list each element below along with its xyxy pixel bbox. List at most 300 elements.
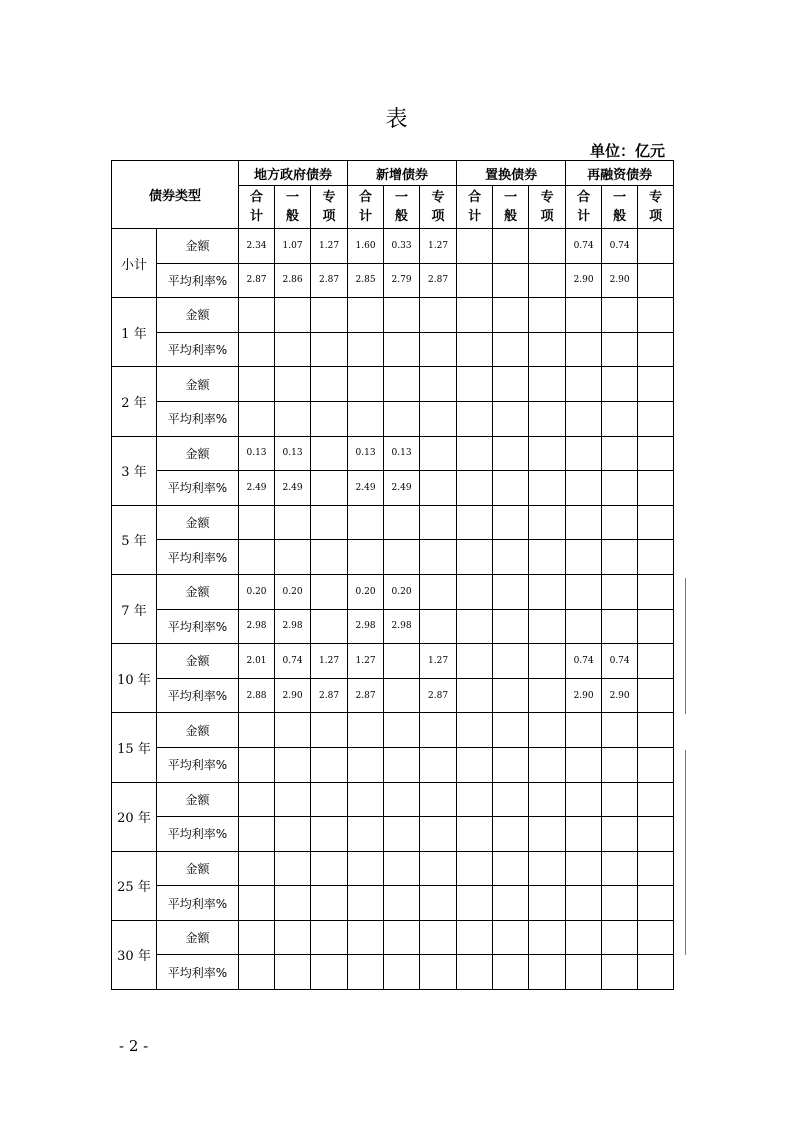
value-cell — [638, 574, 674, 609]
amount-label: 金额 — [157, 920, 239, 955]
value-cell — [420, 886, 457, 921]
value-cell — [493, 263, 529, 298]
value-cell — [311, 886, 348, 921]
value-cell — [457, 332, 493, 367]
value-cell: 2.49 — [348, 471, 384, 506]
value-cell — [529, 851, 566, 886]
rate-label: 平均利率% — [157, 817, 239, 852]
value-cell — [384, 713, 420, 748]
value-cell — [638, 298, 674, 333]
value-cell: 2.90 — [566, 263, 602, 298]
value-cell — [311, 920, 348, 955]
duration-label: 10 年 — [112, 644, 157, 713]
group-header-row — [112, 161, 674, 186]
amount-label: 金额 — [157, 367, 239, 402]
unit-label: 单位：亿元 — [589, 142, 665, 160]
value-cell — [529, 436, 566, 471]
page-title: 表 — [385, 107, 408, 132]
value-cell — [239, 851, 275, 886]
value-cell — [493, 851, 529, 886]
value-cell — [493, 436, 529, 471]
value-cell — [529, 644, 566, 679]
table-row — [112, 401, 674, 436]
group-header-local-gov: 地方政府债券 — [239, 161, 348, 186]
sub-header-cell: 一般 — [602, 186, 638, 229]
value-cell: 0.13 — [384, 436, 420, 471]
value-cell: 0.20 — [239, 574, 275, 609]
value-cell — [275, 782, 311, 817]
value-cell — [239, 955, 275, 990]
table-row — [112, 263, 674, 298]
value-cell — [638, 609, 674, 644]
value-cell — [566, 367, 602, 402]
value-cell — [602, 782, 638, 817]
value-cell — [239, 920, 275, 955]
value-cell — [275, 298, 311, 333]
value-cell — [493, 747, 529, 782]
sub-header-cell: 合计 — [239, 186, 275, 229]
value-cell — [420, 505, 457, 540]
value-cell: 1.27 — [311, 644, 348, 679]
duration-label: 1 年 — [112, 298, 157, 367]
rate-label: 平均利率% — [157, 471, 239, 506]
table-row — [112, 713, 674, 748]
value-cell — [602, 505, 638, 540]
value-cell — [457, 713, 493, 748]
value-cell — [602, 367, 638, 402]
value-cell — [566, 747, 602, 782]
table-row — [112, 367, 674, 402]
value-cell — [529, 782, 566, 817]
value-cell: 2.34 — [239, 229, 275, 264]
rate-label: 平均利率% — [157, 955, 239, 990]
amount-label: 金额 — [157, 436, 239, 471]
value-cell — [311, 609, 348, 644]
value-cell: 2.90 — [566, 678, 602, 713]
duration-label: 30 年 — [112, 920, 157, 989]
value-cell — [384, 747, 420, 782]
value-cell — [529, 471, 566, 506]
value-cell — [529, 540, 566, 575]
value-cell: 2.98 — [384, 609, 420, 644]
page-number: - 2 - — [119, 1037, 149, 1055]
value-cell — [275, 817, 311, 852]
value-cell — [311, 713, 348, 748]
value-cell: 2.87 — [420, 263, 457, 298]
value-cell — [384, 644, 420, 679]
value-cell — [420, 574, 457, 609]
value-cell — [529, 332, 566, 367]
value-cell — [638, 471, 674, 506]
value-cell — [457, 920, 493, 955]
value-cell — [384, 955, 420, 990]
value-cell — [457, 540, 493, 575]
value-cell — [348, 782, 384, 817]
value-cell: 1.27 — [420, 644, 457, 679]
value-cell — [384, 540, 420, 575]
value-cell — [239, 747, 275, 782]
value-cell — [529, 747, 566, 782]
value-cell: 2.98 — [348, 609, 384, 644]
value-cell: 0.20 — [275, 574, 311, 609]
group-header-replacement: 置换债券 — [457, 161, 566, 186]
value-cell — [311, 471, 348, 506]
sub-header-cell: 合计 — [348, 186, 384, 229]
table-row — [112, 471, 674, 506]
value-cell — [457, 436, 493, 471]
value-cell — [457, 817, 493, 852]
value-cell — [638, 644, 674, 679]
value-cell — [275, 367, 311, 402]
value-cell — [493, 886, 529, 921]
value-cell — [311, 782, 348, 817]
value-cell — [602, 332, 638, 367]
value-cell — [493, 401, 529, 436]
value-cell — [311, 436, 348, 471]
value-cell — [348, 401, 384, 436]
value-cell — [348, 886, 384, 921]
duration-label: 7 年 — [112, 574, 157, 643]
amount-label: 金额 — [157, 229, 239, 264]
value-cell — [420, 955, 457, 990]
value-cell — [384, 886, 420, 921]
value-cell — [566, 505, 602, 540]
value-cell — [566, 298, 602, 333]
value-cell: 0.33 — [384, 229, 420, 264]
value-cell: 1.27 — [420, 229, 457, 264]
value-cell — [493, 540, 529, 575]
value-cell — [566, 782, 602, 817]
value-cell — [311, 332, 348, 367]
value-cell — [239, 505, 275, 540]
value-cell — [384, 505, 420, 540]
value-cell — [566, 609, 602, 644]
value-cell — [239, 298, 275, 333]
value-cell — [384, 817, 420, 852]
value-cell: 2.90 — [275, 678, 311, 713]
value-cell — [348, 955, 384, 990]
value-cell — [602, 609, 638, 644]
value-cell — [239, 782, 275, 817]
value-cell — [529, 367, 566, 402]
rate-label: 平均利率% — [157, 747, 239, 782]
value-cell — [275, 540, 311, 575]
amount-label: 金额 — [157, 851, 239, 886]
sub-header-cell: 一般 — [493, 186, 529, 229]
value-cell — [348, 332, 384, 367]
value-cell: 2.01 — [239, 644, 275, 679]
value-cell — [348, 817, 384, 852]
value-cell — [493, 471, 529, 506]
duration-label: 3 年 — [112, 436, 157, 505]
value-cell — [602, 920, 638, 955]
value-cell — [384, 782, 420, 817]
value-cell — [275, 747, 311, 782]
value-cell — [239, 713, 275, 748]
value-cell — [384, 332, 420, 367]
value-cell — [638, 436, 674, 471]
table-row — [112, 851, 674, 886]
value-cell — [638, 367, 674, 402]
value-cell — [638, 782, 674, 817]
value-cell: 1.27 — [311, 229, 348, 264]
amount-label: 金额 — [157, 505, 239, 540]
value-cell — [348, 920, 384, 955]
value-cell: 2.49 — [384, 471, 420, 506]
value-cell — [529, 955, 566, 990]
value-cell — [239, 332, 275, 367]
value-cell — [457, 851, 493, 886]
amount-label: 金额 — [157, 298, 239, 333]
value-cell: 0.74 — [566, 644, 602, 679]
rate-label: 平均利率% — [157, 332, 239, 367]
value-cell — [384, 401, 420, 436]
value-cell: 0.74 — [566, 229, 602, 264]
value-cell — [348, 367, 384, 402]
value-cell: 0.74 — [602, 644, 638, 679]
value-cell — [457, 644, 493, 679]
value-cell — [602, 851, 638, 886]
margin-line — [685, 750, 686, 955]
value-cell — [602, 540, 638, 575]
table-row — [112, 920, 674, 955]
value-cell — [384, 298, 420, 333]
value-cell — [529, 920, 566, 955]
value-cell — [275, 851, 311, 886]
value-cell — [420, 471, 457, 506]
value-cell — [420, 920, 457, 955]
value-cell: 0.20 — [348, 574, 384, 609]
value-cell — [275, 920, 311, 955]
table-row — [112, 332, 674, 367]
table-row — [112, 886, 674, 921]
value-cell: 2.87 — [311, 263, 348, 298]
value-cell — [602, 574, 638, 609]
value-cell — [493, 574, 529, 609]
value-cell — [311, 817, 348, 852]
value-cell — [529, 263, 566, 298]
rate-label: 平均利率% — [157, 886, 239, 921]
group-header-refinancing: 再融资债券 — [566, 161, 674, 186]
value-cell — [602, 955, 638, 990]
value-cell — [493, 367, 529, 402]
value-cell: 0.13 — [275, 436, 311, 471]
value-cell — [638, 263, 674, 298]
value-cell — [638, 817, 674, 852]
value-cell — [239, 540, 275, 575]
value-cell — [275, 713, 311, 748]
duration-label: 2 年 — [112, 367, 157, 436]
value-cell — [602, 436, 638, 471]
value-cell — [529, 817, 566, 852]
value-cell — [311, 747, 348, 782]
value-cell — [566, 471, 602, 506]
value-cell — [566, 332, 602, 367]
table-row — [112, 505, 674, 540]
group-header-new: 新增债券 — [348, 161, 457, 186]
value-cell: 2.90 — [602, 678, 638, 713]
table-row — [112, 229, 674, 264]
value-cell — [602, 471, 638, 506]
value-cell — [275, 401, 311, 436]
value-cell — [638, 540, 674, 575]
value-cell — [529, 505, 566, 540]
value-cell — [275, 886, 311, 921]
value-cell — [420, 436, 457, 471]
value-cell — [457, 782, 493, 817]
value-cell — [457, 471, 493, 506]
value-cell — [493, 609, 529, 644]
sub-header-cell: 专项 — [638, 186, 674, 229]
value-cell — [311, 955, 348, 990]
value-cell — [420, 298, 457, 333]
value-cell — [420, 782, 457, 817]
value-cell — [420, 817, 457, 852]
value-cell — [493, 678, 529, 713]
table-row — [112, 782, 674, 817]
value-cell — [529, 609, 566, 644]
value-cell: 0.74 — [275, 644, 311, 679]
bond-issuance-table — [111, 160, 674, 990]
value-cell — [311, 505, 348, 540]
value-cell — [348, 505, 384, 540]
value-cell — [275, 505, 311, 540]
value-cell — [420, 367, 457, 402]
value-cell — [420, 332, 457, 367]
row-header-cell: 债券类型 — [112, 161, 239, 229]
value-cell — [602, 401, 638, 436]
sub-header-cell: 合计 — [566, 186, 602, 229]
value-cell — [566, 955, 602, 990]
value-cell — [638, 886, 674, 921]
amount-label: 金额 — [157, 574, 239, 609]
duration-label: 小计 — [112, 229, 157, 298]
value-cell — [457, 263, 493, 298]
amount-label: 金额 — [157, 713, 239, 748]
value-cell — [529, 298, 566, 333]
value-cell: 2.85 — [348, 263, 384, 298]
value-cell: 2.49 — [239, 471, 275, 506]
rate-label: 平均利率% — [157, 678, 239, 713]
value-cell — [384, 920, 420, 955]
value-cell — [420, 540, 457, 575]
value-cell — [638, 955, 674, 990]
value-cell — [311, 401, 348, 436]
value-cell — [493, 644, 529, 679]
value-cell — [311, 574, 348, 609]
value-cell — [493, 817, 529, 852]
value-cell — [457, 505, 493, 540]
value-cell — [348, 713, 384, 748]
value-cell — [384, 678, 420, 713]
value-cell: 0.20 — [384, 574, 420, 609]
value-cell — [457, 298, 493, 333]
value-cell — [311, 540, 348, 575]
value-cell: 2.79 — [384, 263, 420, 298]
value-cell — [529, 678, 566, 713]
value-cell — [566, 574, 602, 609]
value-cell: 2.90 — [602, 263, 638, 298]
value-cell — [348, 747, 384, 782]
value-cell — [457, 747, 493, 782]
value-cell — [638, 713, 674, 748]
value-cell — [239, 367, 275, 402]
sub-header-cell: 一般 — [275, 186, 311, 229]
value-cell: 2.87 — [348, 678, 384, 713]
value-cell — [420, 609, 457, 644]
rate-label: 平均利率% — [157, 401, 239, 436]
value-cell — [638, 332, 674, 367]
table-row — [112, 678, 674, 713]
table-row — [112, 817, 674, 852]
value-cell — [420, 713, 457, 748]
value-cell: 0.13 — [348, 436, 384, 471]
value-cell — [384, 851, 420, 886]
amount-label: 金额 — [157, 782, 239, 817]
value-cell — [602, 713, 638, 748]
value-cell — [638, 229, 674, 264]
value-cell — [239, 401, 275, 436]
value-cell — [239, 817, 275, 852]
value-cell — [457, 229, 493, 264]
value-cell: 2.87 — [311, 678, 348, 713]
rate-label: 平均利率% — [157, 263, 239, 298]
value-cell — [493, 505, 529, 540]
value-cell — [384, 367, 420, 402]
value-cell — [638, 851, 674, 886]
table-row — [112, 955, 674, 990]
duration-label: 5 年 — [112, 505, 157, 574]
value-cell — [566, 920, 602, 955]
value-cell — [457, 367, 493, 402]
value-cell: 1.60 — [348, 229, 384, 264]
table-row — [112, 436, 674, 471]
value-cell — [348, 298, 384, 333]
table-row — [112, 298, 674, 333]
value-cell: 2.87 — [239, 263, 275, 298]
sub-header-cell: 合计 — [457, 186, 493, 229]
duration-label: 20 年 — [112, 782, 157, 851]
table-body — [112, 229, 674, 990]
value-cell: 2.88 — [239, 678, 275, 713]
value-cell — [638, 747, 674, 782]
value-cell — [420, 401, 457, 436]
margin-line — [685, 578, 686, 714]
value-cell — [602, 747, 638, 782]
value-cell — [493, 229, 529, 264]
sub-header-cell: 专项 — [420, 186, 457, 229]
table-row — [112, 747, 674, 782]
value-cell: 1.27 — [348, 644, 384, 679]
value-cell — [566, 401, 602, 436]
table-row — [112, 540, 674, 575]
value-cell — [638, 678, 674, 713]
value-cell — [638, 920, 674, 955]
value-cell — [311, 298, 348, 333]
value-cell — [311, 851, 348, 886]
value-cell — [457, 886, 493, 921]
duration-label: 15 年 — [112, 713, 157, 782]
value-cell — [529, 574, 566, 609]
rate-label: 平均利率% — [157, 609, 239, 644]
value-cell — [566, 886, 602, 921]
value-cell — [457, 678, 493, 713]
value-cell — [239, 886, 275, 921]
value-cell: 2.87 — [420, 678, 457, 713]
value-cell — [275, 955, 311, 990]
amount-label: 金额 — [157, 644, 239, 679]
value-cell — [529, 713, 566, 748]
